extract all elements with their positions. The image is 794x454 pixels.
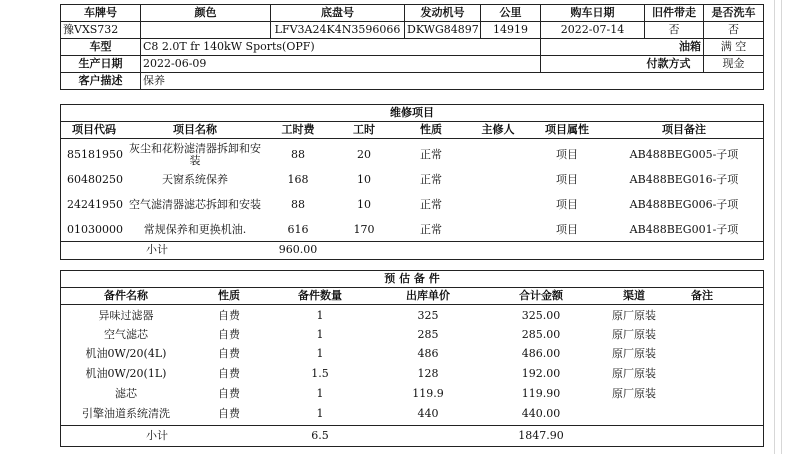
repair-col-name: 项目名称	[173, 123, 217, 136]
repair-technician	[467, 221, 529, 239]
part-total: 486.00	[521, 347, 561, 360]
chassis-value: LFV3A24K4N3596066	[271, 22, 405, 39]
vehicle-header-row	[61, 5, 764, 22]
customer-desc-label: 客户描述	[61, 73, 141, 90]
repair-title: 维修项目	[390, 106, 434, 119]
parts-row	[61, 384, 763, 404]
color-header: 颜色	[141, 5, 271, 22]
model-label: 车型	[61, 39, 141, 56]
parts-col-price: 出库单价	[406, 289, 450, 302]
part-total: 325.00	[521, 308, 561, 322]
car-wash-header: 是否洗车	[704, 5, 764, 22]
repair-nature: 正常	[420, 173, 442, 186]
part-qty: 1.5	[311, 367, 329, 380]
repair-note: AB488BEG001-子项	[629, 223, 739, 236]
repair-hours: 170	[353, 223, 375, 236]
fuel-label-pad	[541, 39, 645, 56]
repair-note: AB488BEG005-子项	[629, 148, 739, 161]
part-nature: 自费	[218, 327, 240, 341]
repair-note: AB488BEG006-子项	[629, 198, 739, 211]
parts-row	[61, 325, 763, 344]
part-channel	[599, 404, 669, 424]
part-name: 引擎油道系统清洗	[82, 407, 170, 420]
repair-subtotal-row	[61, 242, 763, 258]
part-nature: 自费	[218, 308, 240, 322]
page-margin-line	[781, 0, 782, 454]
car-wash-value: 否	[704, 22, 764, 39]
part-nature: 自费	[218, 407, 240, 420]
fuel-label: 油箱	[645, 39, 704, 56]
part-price: 285	[417, 327, 439, 341]
part-price: 440	[417, 407, 439, 420]
repair-technician	[467, 191, 529, 219]
repair-attribute: 项目	[556, 148, 578, 161]
repair-col-fee: 工时费	[281, 123, 315, 136]
repair-items-section	[60, 104, 764, 260]
repair-subtotal-value: 960.00	[278, 243, 318, 256]
part-qty: 1	[316, 327, 324, 341]
parts-subtotal-total: 1847.90	[518, 428, 564, 442]
repair-name: 灰尘和花粉滤清器拆卸和安装	[129, 142, 261, 167]
repair-row	[61, 171, 763, 189]
repair-col-code: 项目代码	[72, 123, 116, 136]
plate-header: 车牌号	[61, 5, 141, 22]
parts-section	[60, 270, 764, 447]
parts-row	[61, 364, 763, 384]
payment-label: 付款方式	[645, 56, 704, 73]
repair-col-technician: 主修人	[481, 123, 515, 136]
pay-label-pad	[541, 56, 645, 73]
repair-hours: 10	[357, 173, 371, 186]
parts-column-header-row	[61, 288, 763, 304]
parts-subtotal-qty: 6.5	[311, 428, 329, 442]
repair-technician	[467, 141, 529, 169]
repair-fee: 88	[291, 198, 305, 211]
repair-row	[61, 191, 763, 219]
fuel-value: 满 空	[704, 39, 764, 56]
repair-title-row	[61, 105, 763, 121]
repair-nature: 正常	[420, 148, 442, 161]
repair-fee: 88	[291, 148, 305, 161]
part-channel: 原厂原装	[612, 347, 656, 360]
mileage-header: 公里	[481, 5, 541, 22]
repair-col-hours: 工时	[353, 123, 375, 136]
parts-title: 预 估 备 件	[384, 272, 440, 285]
production-date-value: 2022-06-09	[141, 56, 541, 73]
part-note	[669, 404, 735, 424]
part-name: 异味过滤器	[98, 308, 154, 322]
engine-value: DKWG84897	[405, 22, 481, 39]
part-name: 滤芯	[115, 387, 137, 400]
part-price: 325	[417, 308, 439, 322]
repair-technician	[467, 171, 529, 189]
vehicle-value-row	[61, 22, 764, 39]
parts-col-note: 备注	[691, 289, 713, 302]
chassis-header: 底盘号	[271, 5, 405, 22]
parts-title-row	[61, 271, 763, 287]
part-name: 机油0W/20(1L)	[85, 367, 167, 380]
repair-hours: 10	[357, 198, 371, 211]
part-channel: 原厂原装	[612, 308, 656, 322]
parts-col-qty: 备件数量	[298, 289, 342, 302]
parts-row	[61, 344, 763, 364]
parts-row	[61, 404, 763, 424]
vehicle-info-table	[60, 4, 764, 90]
customer-desc-value: 保养	[141, 73, 764, 90]
plate-value: 豫VXS732	[61, 22, 141, 39]
repair-hours: 20	[357, 148, 371, 161]
purchase-date-header: 购车日期	[541, 5, 645, 22]
repair-code: 24241950	[67, 198, 123, 211]
model-value: C8 2.0T fr 140kW Sports(OPF)	[141, 39, 541, 56]
repair-code: 85181950	[67, 148, 123, 161]
repair-subtotal-label: 小计	[146, 243, 168, 256]
parts-col-channel: 渠道	[623, 289, 645, 302]
part-total: 119.90	[521, 387, 561, 400]
part-name: 空气滤芯	[104, 327, 148, 341]
repair-name: 常规保养和更换机油.	[143, 223, 247, 236]
part-nature: 自费	[218, 387, 240, 400]
part-total: 440.00	[521, 407, 561, 420]
repair-code: 60480250	[67, 173, 123, 186]
repair-column-header-row	[61, 122, 763, 138]
part-channel: 原厂原装	[612, 367, 656, 380]
description-row	[61, 73, 764, 90]
repair-nature: 正常	[420, 223, 442, 236]
part-nature: 自费	[218, 367, 240, 380]
color-value	[141, 22, 271, 39]
repair-row	[61, 221, 763, 239]
production-row	[61, 56, 764, 73]
repair-nature: 正常	[420, 198, 442, 211]
part-price: 486	[417, 347, 439, 360]
mileage-value: 14919	[481, 22, 541, 39]
part-qty: 1	[316, 387, 324, 400]
parts-subtotal-label: 小计	[146, 428, 168, 442]
part-price: 128	[417, 367, 439, 380]
repair-col-attribute: 项目属性	[545, 123, 589, 136]
part-note	[669, 384, 735, 404]
repair-fee: 616	[287, 223, 309, 236]
purchase-date-value: 2022-07-14	[541, 22, 645, 39]
repair-attribute: 项目	[556, 198, 578, 211]
repair-fee: 168	[287, 173, 309, 186]
part-note	[669, 344, 735, 364]
repair-col-note: 项目备注	[662, 123, 706, 136]
model-row	[61, 39, 764, 56]
part-channel: 原厂原装	[612, 387, 656, 400]
part-name: 机油0W/20(4L)	[85, 347, 167, 360]
part-note	[669, 325, 735, 344]
part-note	[669, 364, 735, 384]
engine-header: 发动机号	[405, 5, 481, 22]
old-parts-header: 旧件带走	[645, 5, 704, 22]
part-qty: 1	[316, 308, 324, 322]
repair-attribute: 项目	[556, 223, 578, 236]
repair-name: 天窗系统保养	[162, 173, 228, 186]
repair-name: 空气滤清器滤芯拆卸和安装	[129, 198, 261, 211]
part-nature: 自费	[218, 347, 240, 360]
part-channel: 原厂原装	[612, 327, 656, 341]
repair-note: AB488BEG016-子项	[629, 173, 739, 186]
part-price: 119.9	[412, 387, 444, 400]
part-total: 285.00	[521, 327, 561, 341]
parts-col-total: 合计金额	[519, 289, 563, 302]
production-date-label: 生产日期	[61, 56, 141, 73]
repair-attribute: 项目	[556, 173, 578, 186]
parts-subtotal-row	[61, 426, 763, 445]
part-qty: 1	[316, 347, 324, 360]
repair-row	[61, 141, 763, 169]
parts-col-nature: 性质	[218, 289, 240, 302]
part-qty: 1	[316, 407, 324, 420]
old-parts-value: 否	[645, 22, 704, 39]
page-margin-line	[774, 0, 775, 454]
repair-code: 01030000	[67, 223, 123, 236]
part-total: 192.00	[521, 367, 561, 380]
parts-row	[61, 306, 763, 325]
part-note	[669, 306, 735, 325]
parts-col-name: 备件名称	[104, 289, 148, 302]
payment-value: 现金	[704, 56, 764, 73]
repair-col-nature: 性质	[420, 123, 442, 136]
